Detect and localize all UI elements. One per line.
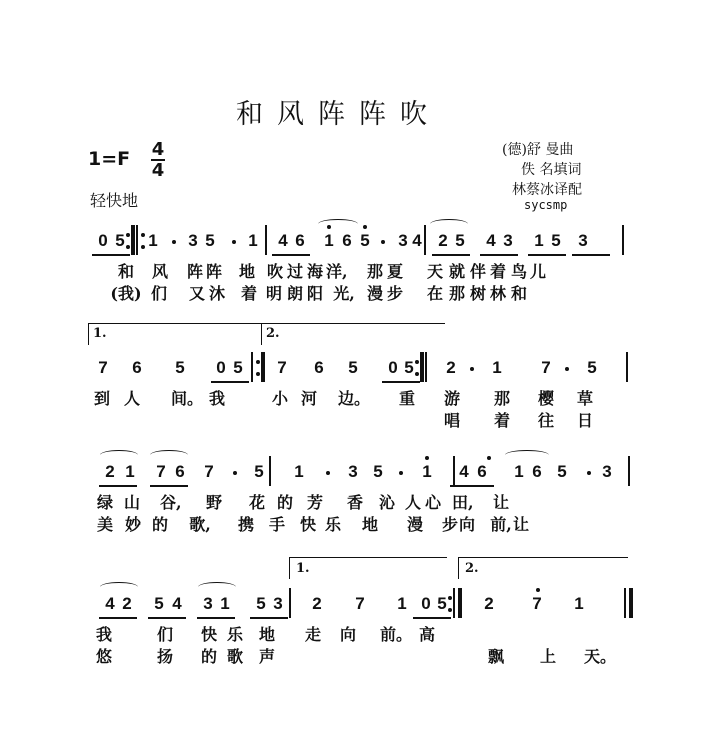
note: 5 xyxy=(175,358,185,377)
barline xyxy=(626,352,628,382)
lyric-verse-2: 天。 xyxy=(583,647,616,666)
lyric-verse-2: 和 xyxy=(510,284,527,303)
lyric-verse-2: 那 xyxy=(448,284,465,303)
note-dot-glyph xyxy=(560,358,574,359)
second-ending-label: 2. xyxy=(465,561,479,576)
lyric-verse-1: 和 xyxy=(117,262,134,281)
repeat-dot xyxy=(141,245,145,249)
lyric-verse-2: 扬 xyxy=(156,647,173,666)
lyric-verse-1: 快 xyxy=(200,625,217,644)
lyric-verse-2: 悠 xyxy=(95,647,112,666)
time-signature-top: 4 xyxy=(151,139,165,160)
slur-arc xyxy=(505,450,549,460)
lyric-verse-1: 过 xyxy=(286,262,303,281)
lyric-verse-1: 吹 xyxy=(266,262,283,281)
lyric-verse-1: 那 xyxy=(493,389,510,408)
slur-arc xyxy=(150,450,188,460)
note-dot xyxy=(232,240,236,244)
barline xyxy=(624,588,626,618)
lyric-verse-2: 前, xyxy=(490,515,512,534)
volta-bracket xyxy=(289,557,447,558)
note-dot xyxy=(233,471,237,475)
note: 7 xyxy=(204,462,214,481)
note: 3 xyxy=(578,231,588,250)
lyric-verse-1: 让 xyxy=(492,493,509,512)
lyric-verse-2: 着 xyxy=(493,411,510,430)
lyric-verse-1: 心 xyxy=(424,493,441,512)
slur-arc xyxy=(198,582,236,592)
barline xyxy=(424,225,426,255)
note: 2 xyxy=(105,462,115,481)
lyric-verse-2: 步 xyxy=(441,515,458,534)
barline xyxy=(269,456,271,486)
lyric-verse-1: 着 xyxy=(489,262,506,281)
lyric-verse-1: 边。 xyxy=(338,389,371,408)
note: 1 xyxy=(125,462,135,481)
barline xyxy=(289,588,291,618)
note: 4 xyxy=(486,231,496,250)
beam-underline xyxy=(413,617,451,619)
beam-underline xyxy=(382,381,420,383)
note: 5 xyxy=(360,231,370,250)
note: 1 xyxy=(220,594,230,613)
note: 6 xyxy=(295,231,305,250)
lyric-verse-2: 手 xyxy=(268,515,285,534)
lyric-verse-1: 到 xyxy=(93,389,110,408)
beam-underline xyxy=(250,617,288,619)
octave-dot xyxy=(425,456,429,460)
repeat-dot xyxy=(141,233,145,237)
beam-underline xyxy=(572,254,610,256)
lyric-verse-2: 往 xyxy=(537,411,554,430)
note-dot-glyph xyxy=(321,462,335,463)
lyric-verse-2: 的 xyxy=(200,647,217,666)
first-ending-label: 1. xyxy=(93,326,107,341)
note-dot xyxy=(326,471,330,475)
lyric-verse-1: 伴 xyxy=(469,262,486,281)
lyric-verse-2: 在 xyxy=(426,284,443,303)
note: 5 xyxy=(587,358,597,377)
note: 0 xyxy=(216,358,226,377)
barline xyxy=(265,225,267,255)
lyric-verse-1: 鸟 xyxy=(510,262,527,281)
lyric-verse-1: 天 xyxy=(426,262,443,281)
barline xyxy=(131,225,135,255)
beam-underline xyxy=(99,485,137,487)
note: 5 xyxy=(233,358,243,377)
note: 1 xyxy=(248,231,258,250)
barline xyxy=(420,352,424,382)
note: 1 xyxy=(294,462,304,481)
lyric-verse-1: 香 xyxy=(346,493,363,512)
note: 6 xyxy=(314,358,324,377)
note-dot-glyph xyxy=(376,231,390,232)
lyric-verse-2: 林 xyxy=(489,284,506,303)
lyric-verse-1: 海 xyxy=(306,262,323,281)
note: 7 xyxy=(355,594,365,613)
repeat-dot xyxy=(415,360,419,364)
barline xyxy=(425,352,427,382)
note: 5 xyxy=(404,358,414,377)
note-dot xyxy=(381,240,385,244)
key-signature: 1=F xyxy=(88,148,131,170)
beam-underline xyxy=(432,254,470,256)
lyric-verse-1: 夏 xyxy=(386,262,403,281)
note: 0 xyxy=(421,594,431,613)
lyric-verse-2: 飘 xyxy=(487,647,504,666)
note: 7 xyxy=(541,358,551,377)
lyric-verse-2: 上 xyxy=(539,647,556,666)
volta-bracket xyxy=(261,323,262,345)
beam-underline xyxy=(528,254,566,256)
lyric-verse-1: 游 xyxy=(443,389,460,408)
lyric-verse-2: 着 xyxy=(240,284,257,303)
repeat-dot xyxy=(126,233,130,237)
lyric-verse-2: 让 xyxy=(512,515,529,534)
lyric-verse-1: 地 xyxy=(258,625,275,644)
barline xyxy=(453,456,455,486)
note: 3 xyxy=(348,462,358,481)
lyric-verse-2: 又 xyxy=(188,284,205,303)
lyric-verse-1: 沁 xyxy=(378,493,395,512)
note: 2 xyxy=(122,594,132,613)
note-dot-glyph xyxy=(465,358,479,359)
lyric-verse-1: 阵 xyxy=(186,262,203,281)
slur-arc xyxy=(100,450,138,460)
lyric-verse-2: 声 xyxy=(258,647,275,666)
note: 3 xyxy=(188,231,198,250)
note: 1 xyxy=(492,358,502,377)
repeat-dot xyxy=(256,360,260,364)
repeat-dot xyxy=(448,608,452,612)
lyric-verse-1: 走 xyxy=(304,625,321,644)
note: 1 xyxy=(574,594,584,613)
lyric-verse-1: 人 xyxy=(123,389,140,408)
lyric-verse-1: 重 xyxy=(398,389,415,408)
note: 5 xyxy=(557,462,567,481)
note: 5 xyxy=(551,231,561,250)
lyric-verse-2: 歌, xyxy=(189,515,211,534)
composer-credit: (德)舒 曼曲 xyxy=(502,142,574,158)
note: 1 xyxy=(397,594,407,613)
lyric-verse-1: 儿 xyxy=(529,262,546,281)
lyric-verse-2: 乐 xyxy=(324,515,341,534)
slur-arc xyxy=(100,582,138,592)
volta-bracket xyxy=(458,557,628,558)
barline xyxy=(458,588,462,618)
octave-dot xyxy=(536,588,540,592)
lyric-verse-1: 花 xyxy=(248,493,265,512)
lyric-verse-2: 快 xyxy=(299,515,316,534)
volta-bracket xyxy=(289,557,290,579)
tempo-marking: 轻快地 xyxy=(90,191,139,210)
first-ending-label: 1. xyxy=(296,561,310,576)
note: 4 xyxy=(412,231,422,250)
note: 0 xyxy=(98,231,108,250)
note: 1 xyxy=(534,231,544,250)
lyric-verse-2: 美 xyxy=(96,515,113,534)
lyric-verse-1: 风 xyxy=(151,262,168,281)
note: 7 xyxy=(156,462,166,481)
note: 5 xyxy=(348,358,358,377)
beam-underline xyxy=(450,485,494,487)
note-dot-glyph xyxy=(228,462,242,463)
lyric-verse-1: 我 xyxy=(208,389,225,408)
note-dot xyxy=(470,367,474,371)
lyric-verse-1: 芳 xyxy=(306,493,323,512)
barline xyxy=(453,588,455,618)
octave-dot xyxy=(487,456,491,460)
note: 6 xyxy=(477,462,487,481)
arranger-credit: 林蔡冰译配 xyxy=(512,182,582,198)
note: 4 xyxy=(105,594,115,613)
note: 3 xyxy=(602,462,612,481)
note: 7 xyxy=(98,358,108,377)
lyric-verse-1: 前。 xyxy=(380,625,413,644)
lyric-verse-2: 朗 xyxy=(286,284,303,303)
note: 6 xyxy=(132,358,142,377)
signature-text: sycsmp xyxy=(524,198,568,212)
note: 4 xyxy=(278,231,288,250)
note: 7 xyxy=(277,358,287,377)
repeat-dot xyxy=(415,372,419,376)
note: 1 xyxy=(148,231,158,250)
time-signature-bottom: 4 xyxy=(151,160,165,181)
lyric-verse-2: 日 xyxy=(576,411,593,430)
lyric-verse-1: 田, xyxy=(452,493,474,512)
lyric-verse-2: (我) xyxy=(110,284,142,303)
note-dot xyxy=(587,471,591,475)
barline xyxy=(261,352,265,382)
lyric-verse-2: 漫 xyxy=(366,284,383,303)
barline xyxy=(629,588,633,618)
note: 1 xyxy=(422,462,432,481)
beam-underline xyxy=(92,254,130,256)
note: 4 xyxy=(172,594,182,613)
lyric-verse-1: 小 xyxy=(271,389,288,408)
barline xyxy=(251,352,253,382)
volta-bracket xyxy=(458,557,459,579)
lyric-verse-1: 间。 xyxy=(171,389,204,408)
beam-underline xyxy=(150,485,188,487)
note: 5 xyxy=(115,231,125,250)
note: 0 xyxy=(388,358,398,377)
lyricist-credit: 佚 名填词 xyxy=(521,162,582,178)
lyric-verse-1: 乐 xyxy=(226,625,243,644)
lyric-verse-1: 的 xyxy=(276,493,293,512)
note: 5 xyxy=(154,594,164,613)
lyric-verse-2: 向 xyxy=(458,515,475,534)
note: 2 xyxy=(484,594,494,613)
beam-underline xyxy=(148,617,186,619)
beam-underline xyxy=(272,254,310,256)
beam-underline xyxy=(211,381,249,383)
barline xyxy=(622,225,624,255)
note: 3 xyxy=(398,231,408,250)
note: 2 xyxy=(438,231,448,250)
note-dot-glyph xyxy=(227,231,241,232)
lyric-verse-1: 绿 xyxy=(96,493,113,512)
note-dot xyxy=(172,240,176,244)
beam-underline xyxy=(480,254,518,256)
lyric-verse-1: 草 xyxy=(576,389,593,408)
note: 1 xyxy=(514,462,524,481)
octave-dot xyxy=(327,225,331,229)
note: 7 xyxy=(532,594,542,613)
note: 3 xyxy=(203,594,213,613)
lyric-verse-1: 向 xyxy=(339,625,356,644)
lyric-verse-1: 樱 xyxy=(537,389,554,408)
note: 5 xyxy=(455,231,465,250)
lyric-verse-2: 明 xyxy=(265,284,282,303)
note: 1 xyxy=(324,231,334,250)
lyric-verse-2: 漫 xyxy=(406,515,423,534)
lyric-verse-2: 们 xyxy=(150,284,167,303)
slur-arc xyxy=(430,219,468,229)
note: 3 xyxy=(503,231,513,250)
lyric-verse-2: 沐 xyxy=(208,284,225,303)
lyric-verse-1: 野 xyxy=(205,493,222,512)
note: 5 xyxy=(373,462,383,481)
lyric-verse-2: 歌 xyxy=(226,647,243,666)
lyric-verse-2: 光, xyxy=(333,284,355,303)
lyric-verse-1: 谷, xyxy=(160,493,182,512)
lyric-verse-2: 阳 xyxy=(306,284,323,303)
note-dot-glyph xyxy=(582,462,596,463)
lyric-verse-1: 们 xyxy=(156,625,173,644)
note: 5 xyxy=(254,462,264,481)
octave-dot xyxy=(363,225,367,229)
slur-arc xyxy=(318,219,358,229)
note: 4 xyxy=(459,462,469,481)
lyric-verse-1: 洋, xyxy=(326,262,348,281)
note: 5 xyxy=(256,594,266,613)
beam-underline xyxy=(197,617,235,619)
volta-bracket xyxy=(88,323,89,345)
lyric-verse-2: 的 xyxy=(151,515,168,534)
note: 6 xyxy=(532,462,542,481)
lyric-verse-1: 地 xyxy=(238,262,255,281)
lyric-verse-2: 树 xyxy=(469,284,486,303)
lyric-verse-2: 唱 xyxy=(443,411,460,430)
song-title: 和风阵阵吹 xyxy=(236,99,441,130)
note-dot xyxy=(399,471,403,475)
lyric-verse-1: 我 xyxy=(95,625,112,644)
lyric-verse-1: 高 xyxy=(418,625,435,644)
note-dot-glyph xyxy=(167,231,181,232)
note: 6 xyxy=(175,462,185,481)
beam-underline xyxy=(99,617,137,619)
repeat-dot xyxy=(448,596,452,600)
volta-bracket xyxy=(88,323,445,324)
note: 2 xyxy=(312,594,322,613)
lyric-verse-1: 河 xyxy=(300,389,317,408)
note: 5 xyxy=(205,231,215,250)
lyric-verse-1: 人 xyxy=(404,493,421,512)
note-dot xyxy=(565,367,569,371)
barline xyxy=(628,456,630,486)
lyric-verse-2: 携 xyxy=(237,515,254,534)
lyric-verse-1: 山 xyxy=(123,493,140,512)
lyric-verse-2: 妙 xyxy=(124,515,141,534)
lyric-verse-1: 就 xyxy=(448,262,465,281)
repeat-dot xyxy=(256,372,260,376)
note: 6 xyxy=(342,231,352,250)
note: 5 xyxy=(437,594,447,613)
note: 3 xyxy=(273,594,283,613)
lyric-verse-1: 那 xyxy=(366,262,383,281)
lyric-verse-2: 地 xyxy=(361,515,378,534)
lyric-verse-1: 阵 xyxy=(205,262,222,281)
barline xyxy=(136,225,138,255)
second-ending-label: 2. xyxy=(266,326,280,341)
note: 2 xyxy=(446,358,456,377)
time-signature xyxy=(149,141,167,179)
note-dot-glyph xyxy=(394,462,408,463)
repeat-dot xyxy=(126,245,130,249)
lyric-verse-2: 步 xyxy=(386,284,403,303)
